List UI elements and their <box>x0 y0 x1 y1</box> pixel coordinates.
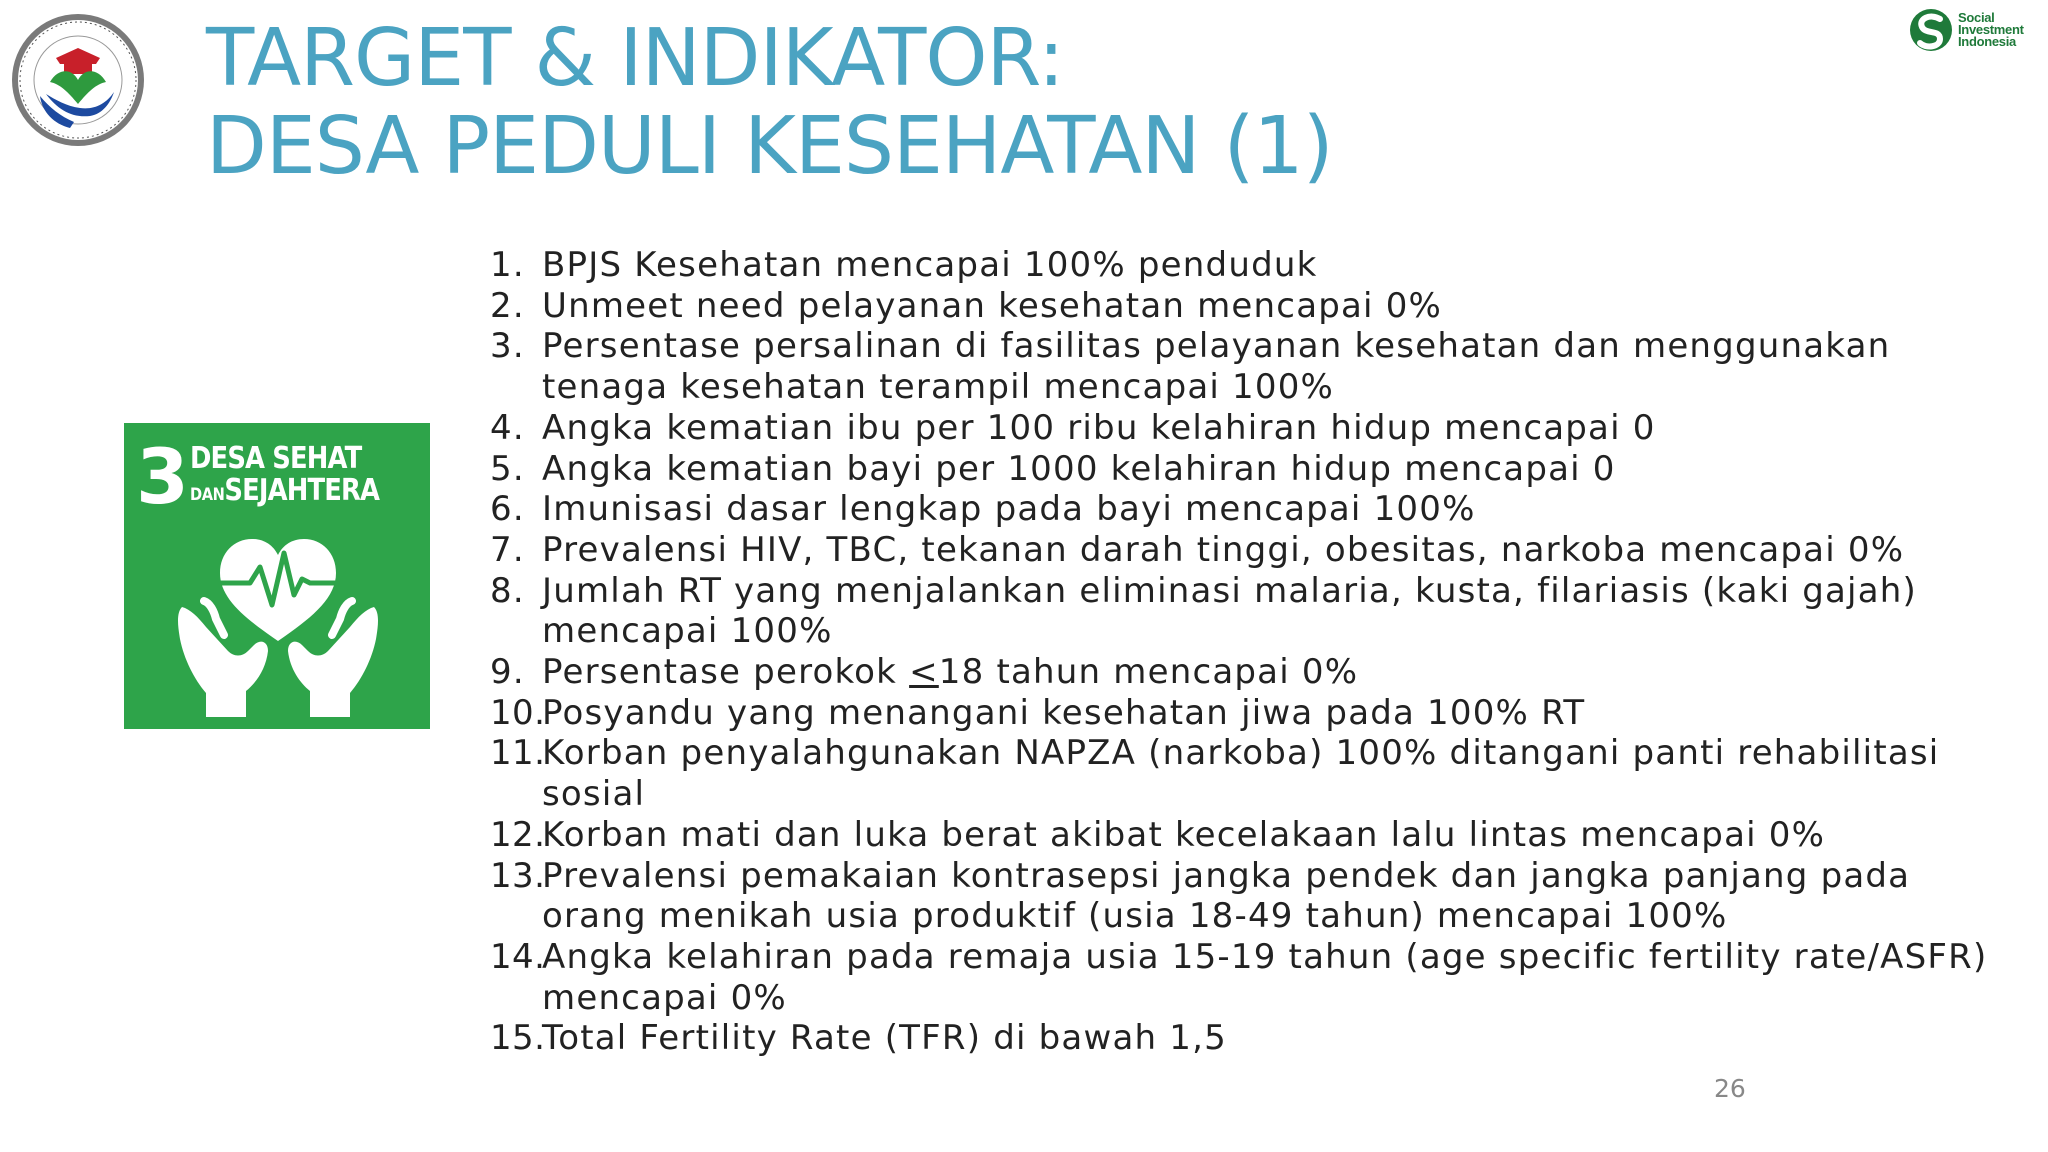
heart-hands-icon <box>176 523 380 719</box>
list-item-number: 6. <box>490 489 525 530</box>
list-item-text: Angka kematian bayi per 1000 kelahiran hidup mencapai 0 <box>542 448 1616 489</box>
list-item-number: 3. <box>490 326 525 367</box>
list-item-text-continued: mencapai 100% <box>542 611 833 652</box>
list-item-number: 2. <box>490 285 525 326</box>
ministry-logo-icon <box>10 12 146 148</box>
list-item <box>490 856 2010 937</box>
list-item-text: Prevalensi pemakaian kontrasepsi jangka pendek dan jangka panjang pada <box>542 855 1911 896</box>
sii-logo-line2: Investment <box>1958 22 2024 37</box>
title-line1: TARGET & INDIKATOR: <box>206 12 1064 104</box>
sdg-number: 3 <box>136 432 189 521</box>
list-item-number: 8. <box>490 570 525 611</box>
list-item-text: Prevalensi HIV, TBC, tekanan darah tinggi, obesitas, narkoba mencapai 0% <box>542 529 1905 570</box>
sdg-title-prefix: DAN <box>190 485 225 505</box>
list-item-number: 5. <box>490 448 525 489</box>
list-item-number: 10. <box>490 692 546 733</box>
list-item-number: 7. <box>490 529 525 570</box>
list-item-number: 11. <box>490 733 546 774</box>
page-number: 26 <box>1714 1074 1746 1103</box>
list-item-number: 4. <box>490 407 525 448</box>
list-item-text: Angka kematian ibu per 100 ribu kelahiran hidup mencapai 0 <box>542 407 1656 448</box>
list-item-text: Persentase persalinan di fasilitas pelayanan kesehatan dan menggunakan <box>542 326 1891 367</box>
list-item <box>490 733 2010 814</box>
page-title <box>206 14 1333 190</box>
list-item-text-continued: orang menikah usia produktif (usia 18-49 tahun) mencapai 100% <box>542 896 1728 937</box>
list-item-text-suffix: 18 tahun mencapai 0% <box>938 652 1359 693</box>
list-item <box>490 652 2010 693</box>
list-item-text: Total Fertility Rate (TFR) di bawah 1,5 <box>542 1018 1227 1059</box>
list-item-text: Posyandu yang menangani kesehatan jiwa pada 100% RT <box>542 692 1586 733</box>
sii-logo-line1: Social <box>1958 10 1995 25</box>
list-item-number: 12. <box>490 814 546 855</box>
list-item <box>490 326 2010 407</box>
list-item-text: Angka kelahiran pada remaja usia 15-19 tahun (age specific fertility rate/ASFR) <box>542 936 1988 977</box>
list-item <box>490 937 2010 1018</box>
list-item <box>490 245 2010 286</box>
list-item-number: 15. <box>490 1018 546 1059</box>
list-item-text: Korban penyalahgunakan NAPZA (narkoba) 100% ditangani panti rehabilitasi <box>542 733 1940 774</box>
sii-logo <box>1908 4 2038 56</box>
sdg-title-line1: DESA SEHAT <box>190 441 362 476</box>
sii-logo-icon <box>1908 7 1954 53</box>
list-item-text-continued: tenaga kesehatan terampil mencapai 100% <box>542 367 1335 408</box>
title-line2: DESA PEDULI KESEHATAN (1) <box>206 100 1333 192</box>
sii-logo-line3: Indonesia <box>1958 34 2016 49</box>
list-item-text: Unmeet need pelayanan kesehatan mencapai 0% <box>542 285 1443 326</box>
list-item-number: 1. <box>490 245 525 285</box>
list-item <box>490 571 2010 652</box>
list-item-number: 9. <box>490 652 525 693</box>
list-item <box>490 1018 2010 1059</box>
list-item <box>490 449 2010 490</box>
list-item-text: Jumlah RT yang menjalankan eliminasi malaria, kusta, filariasis (kaki gajah) <box>542 570 1917 611</box>
list-item-text: BPJS Kesehatan mencapai 100% penduduk <box>542 245 1318 285</box>
list-item-number: 13. <box>490 855 546 896</box>
sdg-title-line2 <box>190 475 379 507</box>
sdg-goal-3-tile <box>124 423 430 729</box>
indicator-list <box>490 245 2010 1059</box>
list-item-text: Persentase perokok <box>542 652 910 693</box>
list-item <box>490 408 2010 449</box>
list-item <box>490 489 2010 530</box>
less-or-equal-symbol: < <box>909 652 939 693</box>
list-item-text-continued: mencapai 0% <box>542 977 787 1018</box>
list-item-text: Korban mati dan luka berat akibat kecelakaan lalu lintas mencapai 0% <box>542 814 1826 855</box>
list-item <box>490 286 2010 327</box>
sdg-title-main: SEJAHTERA <box>224 473 380 508</box>
list-item-text-continued: sosial <box>542 774 646 815</box>
list-item-number: 14. <box>490 936 546 977</box>
list-item-text: Imunisasi dasar lengkap pada bayi mencapai 100% <box>542 489 1476 530</box>
sii-logo-text <box>1958 12 2024 48</box>
list-item <box>490 693 2010 734</box>
list-item <box>490 815 2010 856</box>
list-item <box>490 530 2010 571</box>
